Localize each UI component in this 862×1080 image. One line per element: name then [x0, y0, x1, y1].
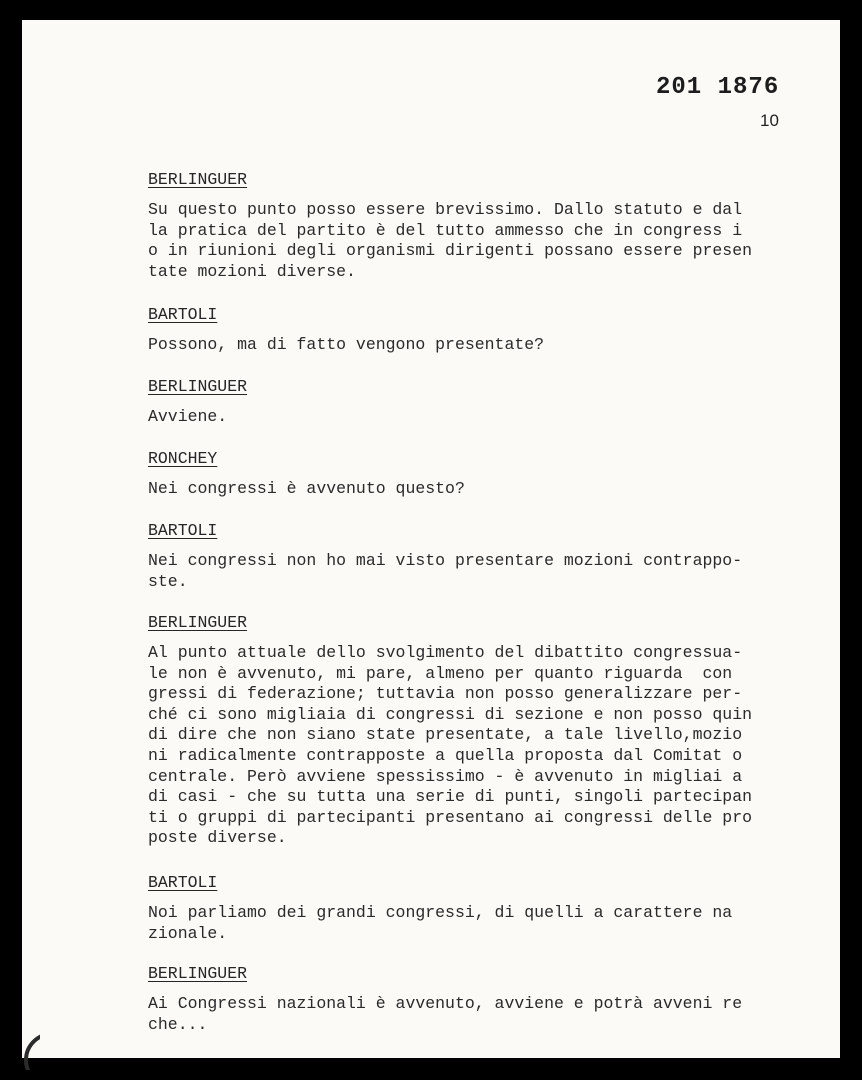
page-number: 10	[760, 111, 779, 130]
speech-line: ni radicalmente contrapposte a quella proposta dal Comitat o	[148, 745, 743, 765]
exchange	[148, 169, 788, 282]
archive-watermark-icon	[0, 980, 40, 1070]
speech-line: gressi di federazione; tuttavia non posso generalizzare per-	[148, 684, 743, 704]
speech-line: che...	[148, 1014, 208, 1034]
exchange	[148, 872, 788, 944]
speaker-name: BARTOLI	[148, 521, 218, 540]
speech-line: Nei congressi è avvenuto questo?	[148, 479, 465, 498]
speech-line: la pratica del partito è del tutto ammesso che in congress i	[148, 220, 743, 240]
speech-line: ste.	[148, 571, 188, 591]
exchange	[148, 612, 788, 849]
speech-text	[148, 994, 788, 1035]
speech-line: poste diverse.	[148, 828, 287, 848]
speech-line: di casi - che su tutta una serie di punti, singoli partecipan	[148, 787, 752, 807]
speech-line: le non è avvenuto, mi pare, almeno per quanto riguarda con	[148, 663, 733, 683]
speaker-name: BARTOLI	[148, 873, 218, 892]
speech-line: ti o gruppi di partecipanti presentano ai congressi delle pro	[148, 807, 752, 827]
speech-line: Noi parliamo dei grandi congressi, di quelli a carattere na	[148, 903, 733, 922]
speech-line: Ai Congressi nazionali è avvenuto, avviene e potrà avveni re	[148, 994, 743, 1013]
speech-text	[148, 643, 788, 849]
speech-line: ché ci sono migliaia di congressi di sezione e non posso quin	[148, 704, 752, 724]
speech-line: Avviene.	[148, 407, 228, 426]
exchange	[148, 963, 788, 1035]
speech-text	[148, 903, 788, 944]
exchange	[148, 448, 788, 500]
exchange	[148, 304, 788, 356]
speaker-name: BERLINGUER	[148, 377, 248, 396]
speech-line: Nei congressi non ho mai visto presentare mozioni contrappo-	[148, 551, 743, 570]
speech-line: zionale.	[148, 923, 228, 943]
speech-line: tate mozioni diverse.	[148, 261, 356, 281]
speech-line: di dire che non siano state presentate, a tale livello,mozio	[148, 725, 743, 745]
speech-line: o in riunioni degli organismi dirigenti possano essere presen	[148, 241, 752, 261]
speaker-name: BERLINGUER	[148, 964, 248, 983]
document-number: 201 1876	[656, 74, 780, 101]
speech-line: Al punto attuale dello svolgimento del dibattito congressua-	[148, 643, 743, 662]
speech-text	[148, 335, 788, 356]
exchange	[148, 520, 788, 592]
speech-text	[148, 200, 788, 282]
speech-line: Possono, ma di fatto vengono presentate?	[148, 335, 545, 354]
speech-line: Su questo punto posso essere brevissimo. Dallo statuto e dal	[148, 200, 743, 219]
speaker-name: BARTOLI	[148, 305, 218, 324]
speech-text	[148, 551, 788, 592]
speaker-name: BERLINGUER	[148, 170, 248, 189]
speech-line: centrale. Però avviene spessissimo - è avvenuto in migliai a	[148, 766, 743, 786]
speaker-name: BERLINGUER	[148, 613, 248, 632]
speech-text	[148, 407, 788, 428]
speaker-name: RONCHEY	[148, 449, 218, 468]
speech-text	[148, 479, 788, 500]
exchange	[148, 376, 788, 428]
